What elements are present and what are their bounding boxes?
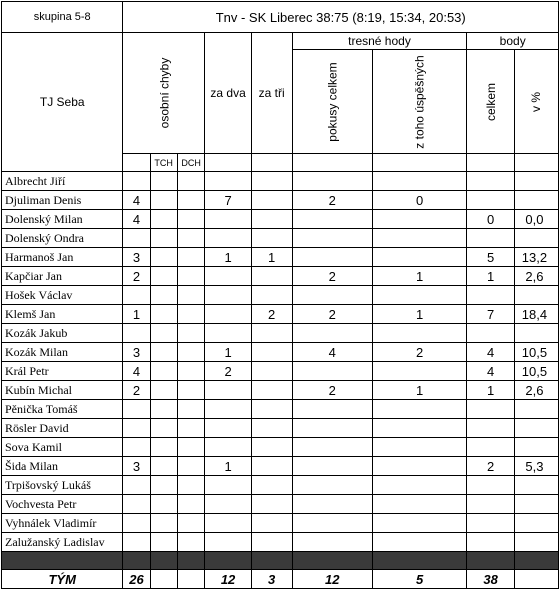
points-pct-cell [514,286,558,305]
fouls-cell: 3 [123,457,150,476]
fouls-cell: 3 [123,343,150,362]
tch-cell [150,381,177,400]
col-points-total: celkem [467,50,515,154]
player-name: Harmanoš Jan [2,248,123,267]
fouls-cell [123,438,150,457]
points-pct-cell: 10,5 [514,343,558,362]
player-name: Vyhnálek Vladimír [2,514,123,533]
ft-attempts-cell [292,210,372,229]
tch-cell [150,305,177,324]
two-points-cell [205,286,251,305]
ft-attempts-cell [292,495,372,514]
table-row [2,191,559,210]
table-row [2,267,559,286]
col-ft-attempts: pokusy celkem [292,50,372,154]
three-points-cell [251,324,292,343]
group-label: skupina 5-8 [2,2,123,33]
header-filler [467,154,515,172]
points-pct-cell [514,476,558,495]
ft-attempts-cell: 2 [292,267,372,286]
dch-cell [177,381,205,400]
points-pct-cell: 18,4 [514,305,558,324]
player-name: Kapčiar Jan [2,267,123,286]
table-row [2,476,559,495]
points-cell [467,324,515,343]
table-row [2,248,559,267]
header-filler [514,154,558,172]
two-points-cell [205,438,251,457]
total-label: TÝM [2,570,123,589]
two-points-cell [205,419,251,438]
three-points-cell [251,381,292,400]
points-pct-cell [514,400,558,419]
dch-cell [177,495,205,514]
ft-made-cell [372,533,466,552]
ft-made-cell [372,172,466,191]
separator-cell [205,552,251,570]
points-cell [467,400,515,419]
ft-attempts-cell: 4 [292,343,372,362]
total-three-points-cell: 3 [251,570,292,589]
fouls-cell [123,286,150,305]
header-filler [251,154,292,172]
two-points-cell [205,476,251,495]
fouls-cell: 4 [123,191,150,210]
dch-cell [177,533,205,552]
ft-attempts-cell [292,172,372,191]
ft-attempts-cell: 2 [292,191,372,210]
points-pct-cell [514,229,558,248]
col-ft-made: z toho úspěšných [372,50,466,154]
points-cell [467,495,515,514]
separator-row [2,552,559,570]
fouls-cell: 4 [123,362,150,381]
table-row [2,286,559,305]
points-pct-cell [514,438,558,457]
three-points-cell [251,419,292,438]
fouls-cell [123,400,150,419]
fouls-cell [123,495,150,514]
table-row [2,533,559,552]
total-two-points-cell: 12 [205,570,251,589]
points-cell [467,514,515,533]
tch-cell [150,400,177,419]
tch-cell [150,438,177,457]
three-points-cell [251,229,292,248]
two-points-cell [205,210,251,229]
points-pct-cell: 10,5 [514,362,558,381]
tch-cell [150,457,177,476]
player-name: Djuliman Denis [2,191,123,210]
ft-made-cell [372,362,466,381]
fouls-cell [123,172,150,191]
points-pct-cell: 5,3 [514,457,558,476]
ft-attempts-cell: 2 [292,381,372,400]
points-cell: 2 [467,457,515,476]
player-name: Král Petr [2,362,123,381]
tch-cell [150,267,177,286]
table-row [2,514,559,533]
fouls-cell: 4 [123,210,150,229]
two-points-cell [205,229,251,248]
player-name: Dolenský Milan [2,210,123,229]
fouls-cell: 2 [123,381,150,400]
col-fouls-sub [123,154,150,172]
player-name: Pěnička Tomáš [2,400,123,419]
ft-attempts-cell [292,533,372,552]
table-row [2,305,559,324]
separator-cell [123,552,150,570]
three-points-cell [251,362,292,381]
points-cell: 4 [467,362,515,381]
dch-cell [177,438,205,457]
tch-cell [150,210,177,229]
tch-cell [150,229,177,248]
points-pct-cell: 2,6 [514,381,558,400]
three-points-cell [251,286,292,305]
ft-made-cell: 1 [372,305,466,324]
two-points-cell [205,495,251,514]
dch-cell [177,476,205,495]
tch-cell [150,343,177,362]
header-filler [292,154,372,172]
tch-cell [150,172,177,191]
team-name: TJ Seba [2,33,123,172]
dch-cell [177,210,205,229]
three-points-cell [251,172,292,191]
ft-attempts-cell [292,400,372,419]
ft-attempts-cell [292,419,372,438]
ft-made-cell [372,324,466,343]
col-dch: DCH [177,154,205,172]
ft-made-cell [372,476,466,495]
fouls-cell [123,324,150,343]
points-cell [467,229,515,248]
dch-cell [177,343,205,362]
ft-made-cell [372,438,466,457]
separator-cell [251,552,292,570]
tch-cell [150,419,177,438]
tch-cell [150,286,177,305]
tch-cell [150,324,177,343]
dch-cell [177,248,205,267]
col-three-points: za tři [251,33,292,154]
ft-made-cell [372,229,466,248]
table-row [2,381,559,400]
header-filler [205,154,251,172]
separator-cell [2,552,123,570]
dch-cell [177,324,205,343]
ft-attempts-cell [292,457,372,476]
points-pct-cell [514,419,558,438]
table-row [2,457,559,476]
separator-cell [372,552,466,570]
ft-made-cell [372,248,466,267]
ft-attempts-cell: 2 [292,305,372,324]
player-name: Šida Milan [2,457,123,476]
table-row [2,343,559,362]
ft-made-cell [372,210,466,229]
tch-cell [150,362,177,381]
points-pct-cell: 13,2 [514,248,558,267]
two-points-cell [205,172,251,191]
fouls-cell: 2 [123,267,150,286]
match-title: Tnv - SK Liberec 38:75 (8:19, 15:34, 20:53) [123,2,559,33]
two-points-cell [205,381,251,400]
two-points-cell [205,400,251,419]
ft-attempts-cell [292,514,372,533]
two-points-cell [205,267,251,286]
fouls-cell [123,514,150,533]
points-pct-cell [514,172,558,191]
table-row [2,210,559,229]
fouls-cell: 1 [123,305,150,324]
dch-cell [177,172,205,191]
fouls-cell [123,419,150,438]
ft-attempts-cell [292,362,372,381]
ft-made-cell: 1 [372,381,466,400]
tch-cell [150,248,177,267]
total-tch-cell [150,570,177,589]
group-free-throws: tresné hody [292,33,467,50]
dch-cell [177,514,205,533]
ft-made-cell [372,419,466,438]
player-name: Hošek Václav [2,286,123,305]
player-name: Kozák Jakub [2,324,123,343]
points-cell [467,172,515,191]
ft-made-cell: 2 [372,343,466,362]
total-points-cell: 38 [467,570,515,589]
table-row [2,362,559,381]
ft-made-cell [372,457,466,476]
dch-cell [177,419,205,438]
table-row [2,419,559,438]
three-points-cell [251,533,292,552]
separator-cell [514,552,558,570]
separator-cell [177,552,205,570]
table-row [2,229,559,248]
tch-cell [150,476,177,495]
group-points: body [467,33,559,50]
two-points-cell: 2 [205,362,251,381]
points-pct-cell [514,324,558,343]
three-points-cell [251,210,292,229]
two-points-cell: 1 [205,248,251,267]
dch-cell [177,286,205,305]
points-pct-cell [514,514,558,533]
points-pct-cell: 2,6 [514,267,558,286]
points-cell [467,191,515,210]
total-row [2,570,559,589]
total-points-pct-cell [514,570,558,589]
player-name: Albrecht Jiří [2,172,123,191]
tch-cell [150,495,177,514]
dch-cell [177,362,205,381]
ft-made-cell [372,400,466,419]
three-points-cell [251,191,292,210]
separator-cell [467,552,515,570]
points-pct-cell [514,191,558,210]
dch-cell [177,305,205,324]
total-dch-cell [177,570,205,589]
points-pct-cell [514,533,558,552]
header-filler [372,154,466,172]
total-fouls-cell: 26 [123,570,150,589]
ft-made-cell: 0 [372,191,466,210]
ft-made-cell [372,286,466,305]
two-points-cell [205,514,251,533]
ft-attempts-cell [292,248,372,267]
tch-cell [150,191,177,210]
three-points-cell [251,495,292,514]
three-points-cell: 1 [251,248,292,267]
player-name: Sova Kamil [2,438,123,457]
player-name: Rösler David [2,419,123,438]
two-points-cell: 1 [205,343,251,362]
two-points-cell [205,305,251,324]
dch-cell [177,229,205,248]
two-points-cell: 1 [205,457,251,476]
three-points-cell [251,476,292,495]
ft-made-cell [372,514,466,533]
dch-cell [177,457,205,476]
points-cell: 1 [467,381,515,400]
two-points-cell [205,324,251,343]
table-row [2,172,559,191]
tch-cell [150,514,177,533]
points-cell [467,438,515,457]
points-cell [467,533,515,552]
three-points-cell [251,267,292,286]
points-pct-cell: 0,0 [514,210,558,229]
points-cell: 7 [467,305,515,324]
col-tch: TCH [150,154,177,172]
ft-attempts-cell [292,438,372,457]
points-cell: 1 [467,267,515,286]
ft-made-cell: 1 [372,267,466,286]
player-name: Vochvesta Petr [2,495,123,514]
three-points-cell [251,457,292,476]
points-cell: 4 [467,343,515,362]
three-points-cell: 2 [251,305,292,324]
player-name: Dolenský Ondra [2,229,123,248]
dch-cell [177,191,205,210]
table-row [2,438,559,457]
points-cell [467,476,515,495]
separator-cell [150,552,177,570]
ft-made-cell [372,495,466,514]
fouls-cell [123,229,150,248]
points-cell: 0 [467,210,515,229]
player-name: Kubín Michal [2,381,123,400]
ft-attempts-cell [292,324,372,343]
col-fouls: osobní chyby [123,33,205,154]
table-row [2,495,559,514]
fouls-cell [123,533,150,552]
ft-attempts-cell [292,286,372,305]
col-two-points: za dva [205,33,251,154]
three-points-cell [251,514,292,533]
three-points-cell [251,343,292,362]
two-points-cell: 7 [205,191,251,210]
total-ft-attempts-cell: 12 [292,570,372,589]
points-cell [467,419,515,438]
ft-attempts-cell [292,229,372,248]
two-points-cell [205,533,251,552]
three-points-cell [251,400,292,419]
fouls-cell: 3 [123,248,150,267]
points-cell [467,286,515,305]
player-stats-table [1,1,559,589]
player-name: Trpišovský Lukáš [2,476,123,495]
player-name: Kozák Milan [2,343,123,362]
points-pct-cell [514,495,558,514]
col-points-pct: v % [514,50,558,154]
three-points-cell [251,438,292,457]
table-row [2,324,559,343]
fouls-cell [123,476,150,495]
player-name: Zalužanský Ladislav [2,533,123,552]
points-cell: 5 [467,248,515,267]
dch-cell [177,267,205,286]
total-ft-made-cell: 5 [372,570,466,589]
separator-cell [292,552,372,570]
tch-cell [150,533,177,552]
ft-attempts-cell [292,476,372,495]
dch-cell [177,400,205,419]
table-row [2,400,559,419]
player-name: Klemš Jan [2,305,123,324]
